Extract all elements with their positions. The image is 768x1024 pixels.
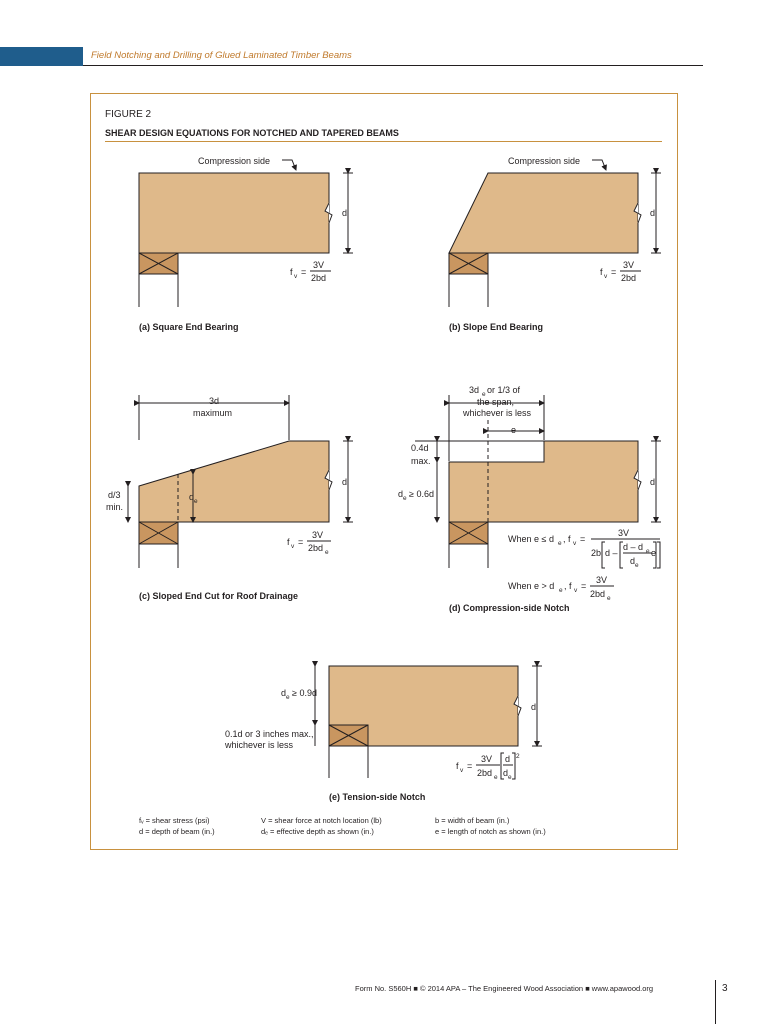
- running-title: Field Notching and Drilling of Glued Laminated Timber Beams: [91, 50, 352, 61]
- svg-text:2bd: 2bd: [621, 273, 637, 283]
- svg-text:d: d: [505, 754, 511, 764]
- panel-d-top-span: or 1/3 of: [487, 385, 521, 395]
- svg-text:e: e: [194, 498, 198, 505]
- legend-item: d = depth of beam (in.): [139, 827, 215, 836]
- svg-text:e: e: [607, 595, 611, 602]
- svg-text:e: e: [286, 694, 290, 701]
- footer-text: Form No. S560H ■ © 2014 APA – The Engineered Wood Association ■ www.apawood.org: [355, 984, 654, 993]
- svg-text:2bd: 2bd: [311, 273, 327, 283]
- panel-d-formula-1: [508, 528, 660, 569]
- svg-text:v: v: [294, 273, 298, 280]
- panel-c-formula: [287, 530, 331, 556]
- panel-b-beam: [449, 160, 661, 307]
- svg-text:d: d: [281, 688, 287, 698]
- svg-text:v: v: [460, 767, 464, 774]
- panel-d-e-label: e: [511, 425, 517, 435]
- figure-label: FIGURE 2: [105, 109, 152, 120]
- panel-c-caption: (c) Sloped End Cut for Roof Drainage: [139, 591, 298, 601]
- page-number: 3: [722, 983, 728, 994]
- svg-text:e: e: [508, 774, 512, 781]
- svg-text:, f: , f: [563, 534, 571, 544]
- panel-e-note-2: whichever is less: [225, 740, 294, 750]
- panel-b-formula: [600, 260, 641, 283]
- panel-a-caption: (a) Square End Bearing: [139, 322, 239, 332]
- svg-text:2b: 2b: [591, 548, 602, 558]
- svg-text:=: =: [298, 537, 304, 547]
- svg-text:2bd: 2bd: [590, 589, 606, 599]
- panel-b-depth-label: d: [650, 208, 656, 218]
- svg-text:e: e: [559, 587, 563, 594]
- svg-text:2bd: 2bd: [308, 543, 324, 553]
- panel-d-de-cond: ≥ 0.6d: [409, 489, 434, 499]
- panel-a-compression-label: Compression side: [198, 156, 271, 166]
- svg-text:v: v: [574, 587, 578, 594]
- legend-item: b = width of beam (in.): [435, 816, 510, 825]
- svg-text:f: f: [456, 761, 459, 771]
- svg-text:e: e: [482, 391, 486, 398]
- legend-column-2: [261, 815, 382, 837]
- legend-item: e = length of notch as shown (in.): [435, 827, 546, 836]
- svg-text:=: =: [581, 581, 587, 591]
- panel-d-top-span2: the span,: [477, 397, 515, 407]
- svg-text:v: v: [573, 540, 577, 547]
- svg-text:e: e: [635, 562, 639, 569]
- svg-text:3V: 3V: [623, 260, 635, 270]
- panel-c-depth-label: d: [342, 477, 348, 487]
- svg-text:3V: 3V: [618, 528, 630, 538]
- legend-item: fᵥ = shear stress (psi): [139, 816, 210, 825]
- legend-item: V = shear force at notch location (lb): [261, 816, 382, 825]
- svg-text:3V: 3V: [481, 754, 493, 764]
- svg-text:3V: 3V: [312, 530, 324, 540]
- panel-e-note-1: 0.1d or 3 inches max.,: [225, 729, 314, 739]
- svg-text:d: d: [398, 489, 404, 499]
- svg-text:e: e: [558, 540, 562, 547]
- legend-column-3: [435, 815, 546, 837]
- panel-c-min-label: min.: [106, 502, 124, 512]
- svg-text:e: e: [651, 548, 657, 558]
- panel-d-top-less: whichever is less: [463, 408, 532, 418]
- svg-text:3V: 3V: [313, 260, 325, 270]
- legend-item: dₑ = effective depth as shown (in.): [261, 827, 374, 836]
- panel-d-max: max.: [411, 456, 431, 466]
- svg-text:e: e: [325, 549, 329, 556]
- footer-rule: [715, 980, 716, 1024]
- panel-e-formula: [456, 753, 520, 781]
- panel-c-dim-maximum: maximum: [193, 408, 233, 418]
- panel-a-beam: [139, 160, 353, 307]
- panel-b-compression-label: Compression side: [508, 156, 581, 166]
- svg-text:=: =: [580, 534, 586, 544]
- panel-a-depth-label: d: [342, 208, 348, 218]
- svg-text:When e > d: When e > d: [508, 581, 555, 591]
- panel-e-caption: (e) Tension-side Notch: [329, 792, 426, 802]
- svg-text:=: =: [467, 761, 473, 771]
- panel-e-depth-label: d: [531, 702, 537, 712]
- svg-text:f: f: [290, 267, 293, 277]
- svg-text:e: e: [403, 495, 407, 502]
- svg-text:d: d: [630, 556, 636, 566]
- svg-text:e: e: [646, 548, 650, 555]
- panel-c-d3-label: d/3: [108, 490, 121, 500]
- svg-text:f: f: [287, 537, 290, 547]
- panel-d-top-3d: 3d: [469, 385, 480, 395]
- svg-text:=: =: [301, 267, 307, 277]
- svg-text:v: v: [291, 543, 295, 550]
- svg-text:=: =: [611, 267, 617, 277]
- svg-text:d –: d –: [605, 548, 618, 558]
- svg-text:2: 2: [516, 753, 520, 760]
- svg-text:, f: , f: [564, 581, 572, 591]
- svg-text:3V: 3V: [596, 575, 608, 585]
- panel-c-dim-3d: 3d: [209, 396, 220, 406]
- panel-d-04d: 0.4d: [411, 443, 429, 453]
- svg-text:d: d: [503, 768, 509, 778]
- panel-d-caption: (d) Compression-side Notch: [449, 603, 570, 613]
- panel-d-formula-2: [508, 575, 614, 602]
- svg-text:f: f: [600, 267, 603, 277]
- panel-c-de-label: d: [189, 492, 195, 502]
- panel-b-caption: (b) Slope End Bearing: [449, 322, 544, 332]
- svg-text:d – d: d – d: [623, 542, 644, 552]
- figure-title: SHEAR DESIGN EQUATIONS FOR NOTCHED AND TAPERED BEAMS: [105, 128, 399, 138]
- svg-text:e: e: [494, 774, 498, 781]
- legend-column-1: [139, 815, 215, 837]
- svg-text:v: v: [604, 273, 608, 280]
- panel-d-depth-label: d: [650, 477, 656, 487]
- svg-text:When e ≤ d: When e ≤ d: [508, 534, 554, 544]
- panel-e-de-cond: ≥ 0.9d: [292, 688, 317, 698]
- panel-a-formula: [290, 260, 331, 283]
- svg-text:2bd: 2bd: [477, 768, 493, 778]
